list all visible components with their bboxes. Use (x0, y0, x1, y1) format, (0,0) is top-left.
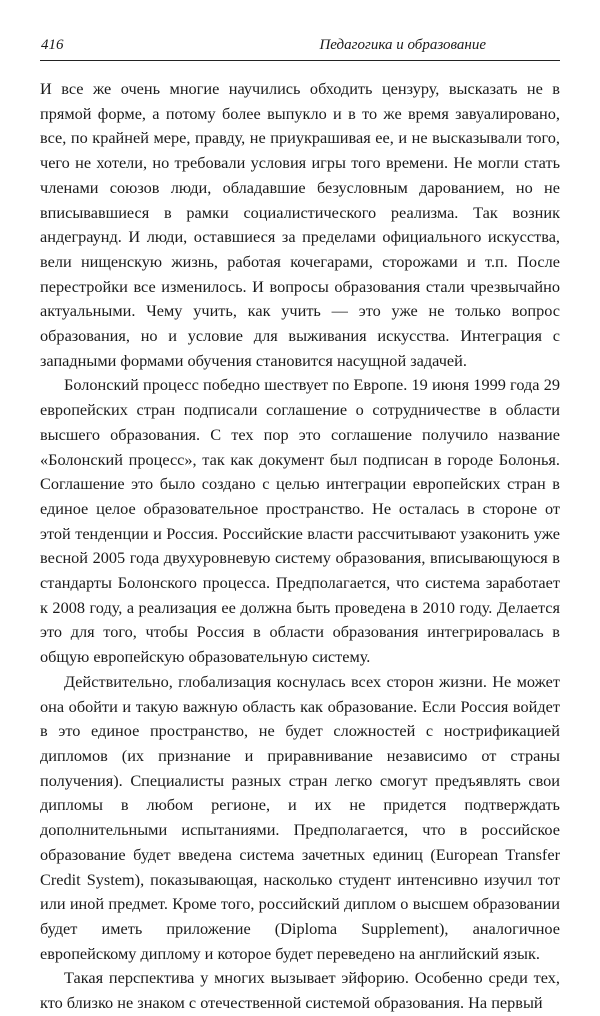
book-page (40, 36, 560, 1016)
paragraph-2: Болонский процесс победно шествует по Европе. 19 июня 1999 года 29 европейских стран подписали соглашение о сотрудничестве в области высшего образования. С тех пор это соглашение получило название «Болонский процесс», так как документ был подписан в городе Болонья. Соглашение это было создано с целью интеграции европейских стран в единое целое образовательное пространство. Не осталась в стороне от этой тенденции и Россия. Российские власти рассчитывают узаконить уже весной 2005 года двухуровневую систему образования, вписывающуюся в стандарты Болонского процесса. Предполагается, что система заработает к 2008 году, а реализация ее должна быть проведена в 2010 году. Делается это для того, чтобы Россия в области образования интегрировалась в общую европейскую образовательную систему. (40, 375, 560, 667)
body-text (40, 77, 560, 1016)
page-number: 416 (41, 37, 64, 53)
paragraph-1: И все же очень многие научились обходить цензуру, высказать не в прямой форме, а потому более выпукло и в то же время завуалировано, все, по крайней мере, правду, не приукрашивая ее, и не высказывали того, чего не хотели, но требовали условия игры того времени. Не могли стать членами союзов люди, обладавшие безусловным дарованием, но не вписывавшиеся в рамки социалистического реализма. Так возник андеграунд. И люди, оставшиеся за пределами официального искусства, вели нищенскую жизнь, работая кочегарами, сторожами и т.п. После перестройки все изменилось. И вопросы образования стали чрезвычайно актуальными. Чему учить, как учить — это уже не только вопрос образования, но и условие для выживания искусства. Интеграция с западными формами обучения становится насущной задачей. (40, 79, 560, 370)
paragraph-4: Такая перспектива у многих вызывает эйфорию. Особенно среди тех, кто близко не знаком с отечественной системой образования. На первый (40, 968, 560, 1013)
page-header (40, 36, 560, 60)
paragraph-3: Действительно, глобализация коснулась всех сторон жизни. Не может она обойти и такую важную область как образование. Если Россия войдет в это единое пространство, не будет сложностей с нострификацией дипломов (их признание и приравнивание независимо от страны получения). Специалисты разных стран легко смогут предъявлять свои дипломы в любом регионе, и их не придется подтверждать дополнительными испытаниями. Предполагается, что в российское образование будет введена система зачетных единиц (European Transfer Credit System), показывающая, насколько студент интенсивно изучил тот или иной предмет. Кроме того, российский диплом о высшем образовании будет иметь приложение (Diploma Supplement), аналогичное европейскому диплому и которое будет переведено на английский язык. (40, 671, 560, 963)
header-rule (40, 60, 560, 61)
running-title: Педагогика и образование (319, 37, 486, 53)
